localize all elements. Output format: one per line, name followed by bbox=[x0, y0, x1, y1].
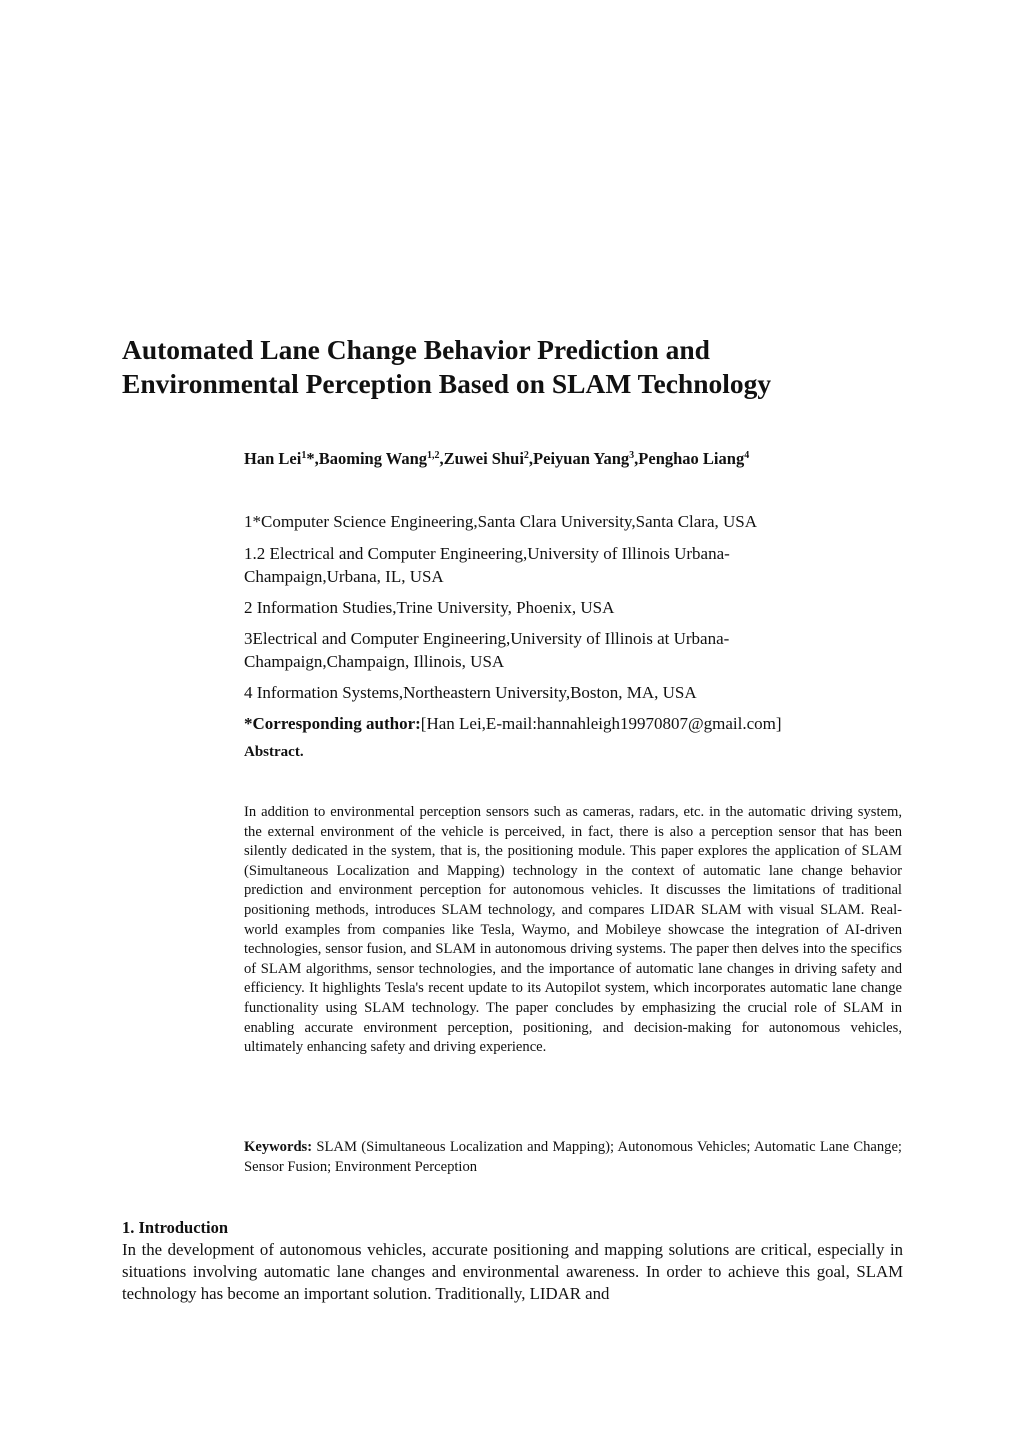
author-name: Zuwei Shui bbox=[443, 449, 524, 468]
affiliation-2 bbox=[244, 542, 864, 588]
affiliation-5 bbox=[244, 681, 864, 704]
author-name: Han Lei bbox=[244, 449, 302, 468]
affiliation-1-text: 1*Computer Science Engineering,Santa Clara University,Santa Clara, USA bbox=[244, 512, 758, 531]
corresponding-author-label: *Corresponding author: bbox=[244, 714, 421, 733]
author-separator: , bbox=[528, 449, 534, 468]
author-name: Baoming Wang bbox=[318, 449, 428, 468]
affiliation-4-line-1: 3Electrical and Computer Engineering,University of Illinois at Urbana- bbox=[244, 629, 730, 648]
author-affiliation-sup: 1,2 bbox=[427, 450, 440, 461]
affiliation-2-line-1: 1.2 Electrical and Computer Engineering,University of Illinois Urbana- bbox=[244, 544, 730, 563]
author-name: Peiyuan Yang bbox=[533, 449, 630, 468]
paper-title-line-2: Environmental Perception Based on SLAM Technology bbox=[122, 368, 772, 399]
corresponding-author-email: [Han Lei,E-mail:hannahleigh19970807@gmail.com] bbox=[420, 714, 782, 733]
author-affiliation-sup: 2 bbox=[523, 450, 529, 461]
abstract-text: In addition to environmental perception sensors such as cameras, radars, etc. in the automatic driving system, the external environment of the vehicle is perceived, in fact, there is also a perception sensor that has been silently dedicated in the system, that is, the positioning module. This paper explores the application of SLAM (Simultaneous Localization and Mapping) technology in the context of automatic lane change behavior prediction and environment perception for autonomous vehicles. It discusses the limitations of traditional positioning methods, introduces SLAM technology, and compares LIDAR SLAM with visual SLAM. Real-world examples from companies like Tesla, Waymo, and Mobileye showcase the integration of AI-driven technologies, sensor fusion, and SLAM in autonomous driving systems. The paper then delves into the specifics of SLAM algorithms, sensor technologies, and the importance of automatic lane changes in driving safety and efficiency. It highlights Tesla's recent update to its Autopilot system, which incorporates automatic lane change functionality using SLAM technology. The paper concludes by emphasizing the crucial role of SLAM in enabling accurate environment perception, positioning, and decision-making for autonomous vehicles, ultimately enhancing safety and driving experience. bbox=[244, 804, 902, 1056]
keywords-text: SLAM (Simultaneous Localization and Mapping); Autonomous Vehicles; Automatic Lane Change; Sensor Fusion; Environment Perception bbox=[244, 1139, 902, 1175]
affiliation-4 bbox=[244, 627, 864, 673]
author-separator: , bbox=[439, 449, 444, 468]
paper-title-line-1: Automated Lane Change Behavior Prediction and bbox=[122, 334, 710, 365]
author-affiliation-sup: 4 bbox=[744, 450, 750, 461]
keywords bbox=[244, 1138, 902, 1177]
author-affiliation-sup: 3 bbox=[629, 450, 635, 461]
affiliation-1 bbox=[244, 510, 864, 533]
keywords-label: Keywords: bbox=[244, 1139, 313, 1155]
introduction-text: In the development of autonomous vehicles, accurate positioning and mapping solutions are critical, especially in situations involving automatic lane changes and environmental awareness. In order to achieve this goal, SLAM technology has become an important solution. Traditionally, LIDAR and bbox=[122, 1240, 903, 1303]
author-name: Penghao Liang bbox=[638, 449, 745, 468]
author-list bbox=[244, 449, 749, 469]
affiliation-3 bbox=[244, 596, 864, 619]
section-heading-introduction: 1. Introduction bbox=[122, 1218, 229, 1237]
affiliation-2-line-2: Champaign,Urbana, IL, USA bbox=[244, 567, 444, 586]
author-separator: , bbox=[634, 449, 639, 468]
affiliation-3-text: 2 Information Studies,Trine University, Phoenix, USA bbox=[244, 598, 615, 617]
paper-title bbox=[122, 333, 942, 401]
affiliation-5-text: 4 Information Systems,Northeastern University,Boston, MA, USA bbox=[244, 683, 697, 702]
author-affiliation-sup: 1 bbox=[301, 450, 307, 461]
affiliation-4-line-2: Champaign,Champaign, Illinois, USA bbox=[244, 652, 505, 671]
abstract-heading: Abstract. bbox=[244, 744, 304, 760]
author-separator: *, bbox=[306, 449, 319, 468]
corresponding-author bbox=[244, 712, 782, 735]
